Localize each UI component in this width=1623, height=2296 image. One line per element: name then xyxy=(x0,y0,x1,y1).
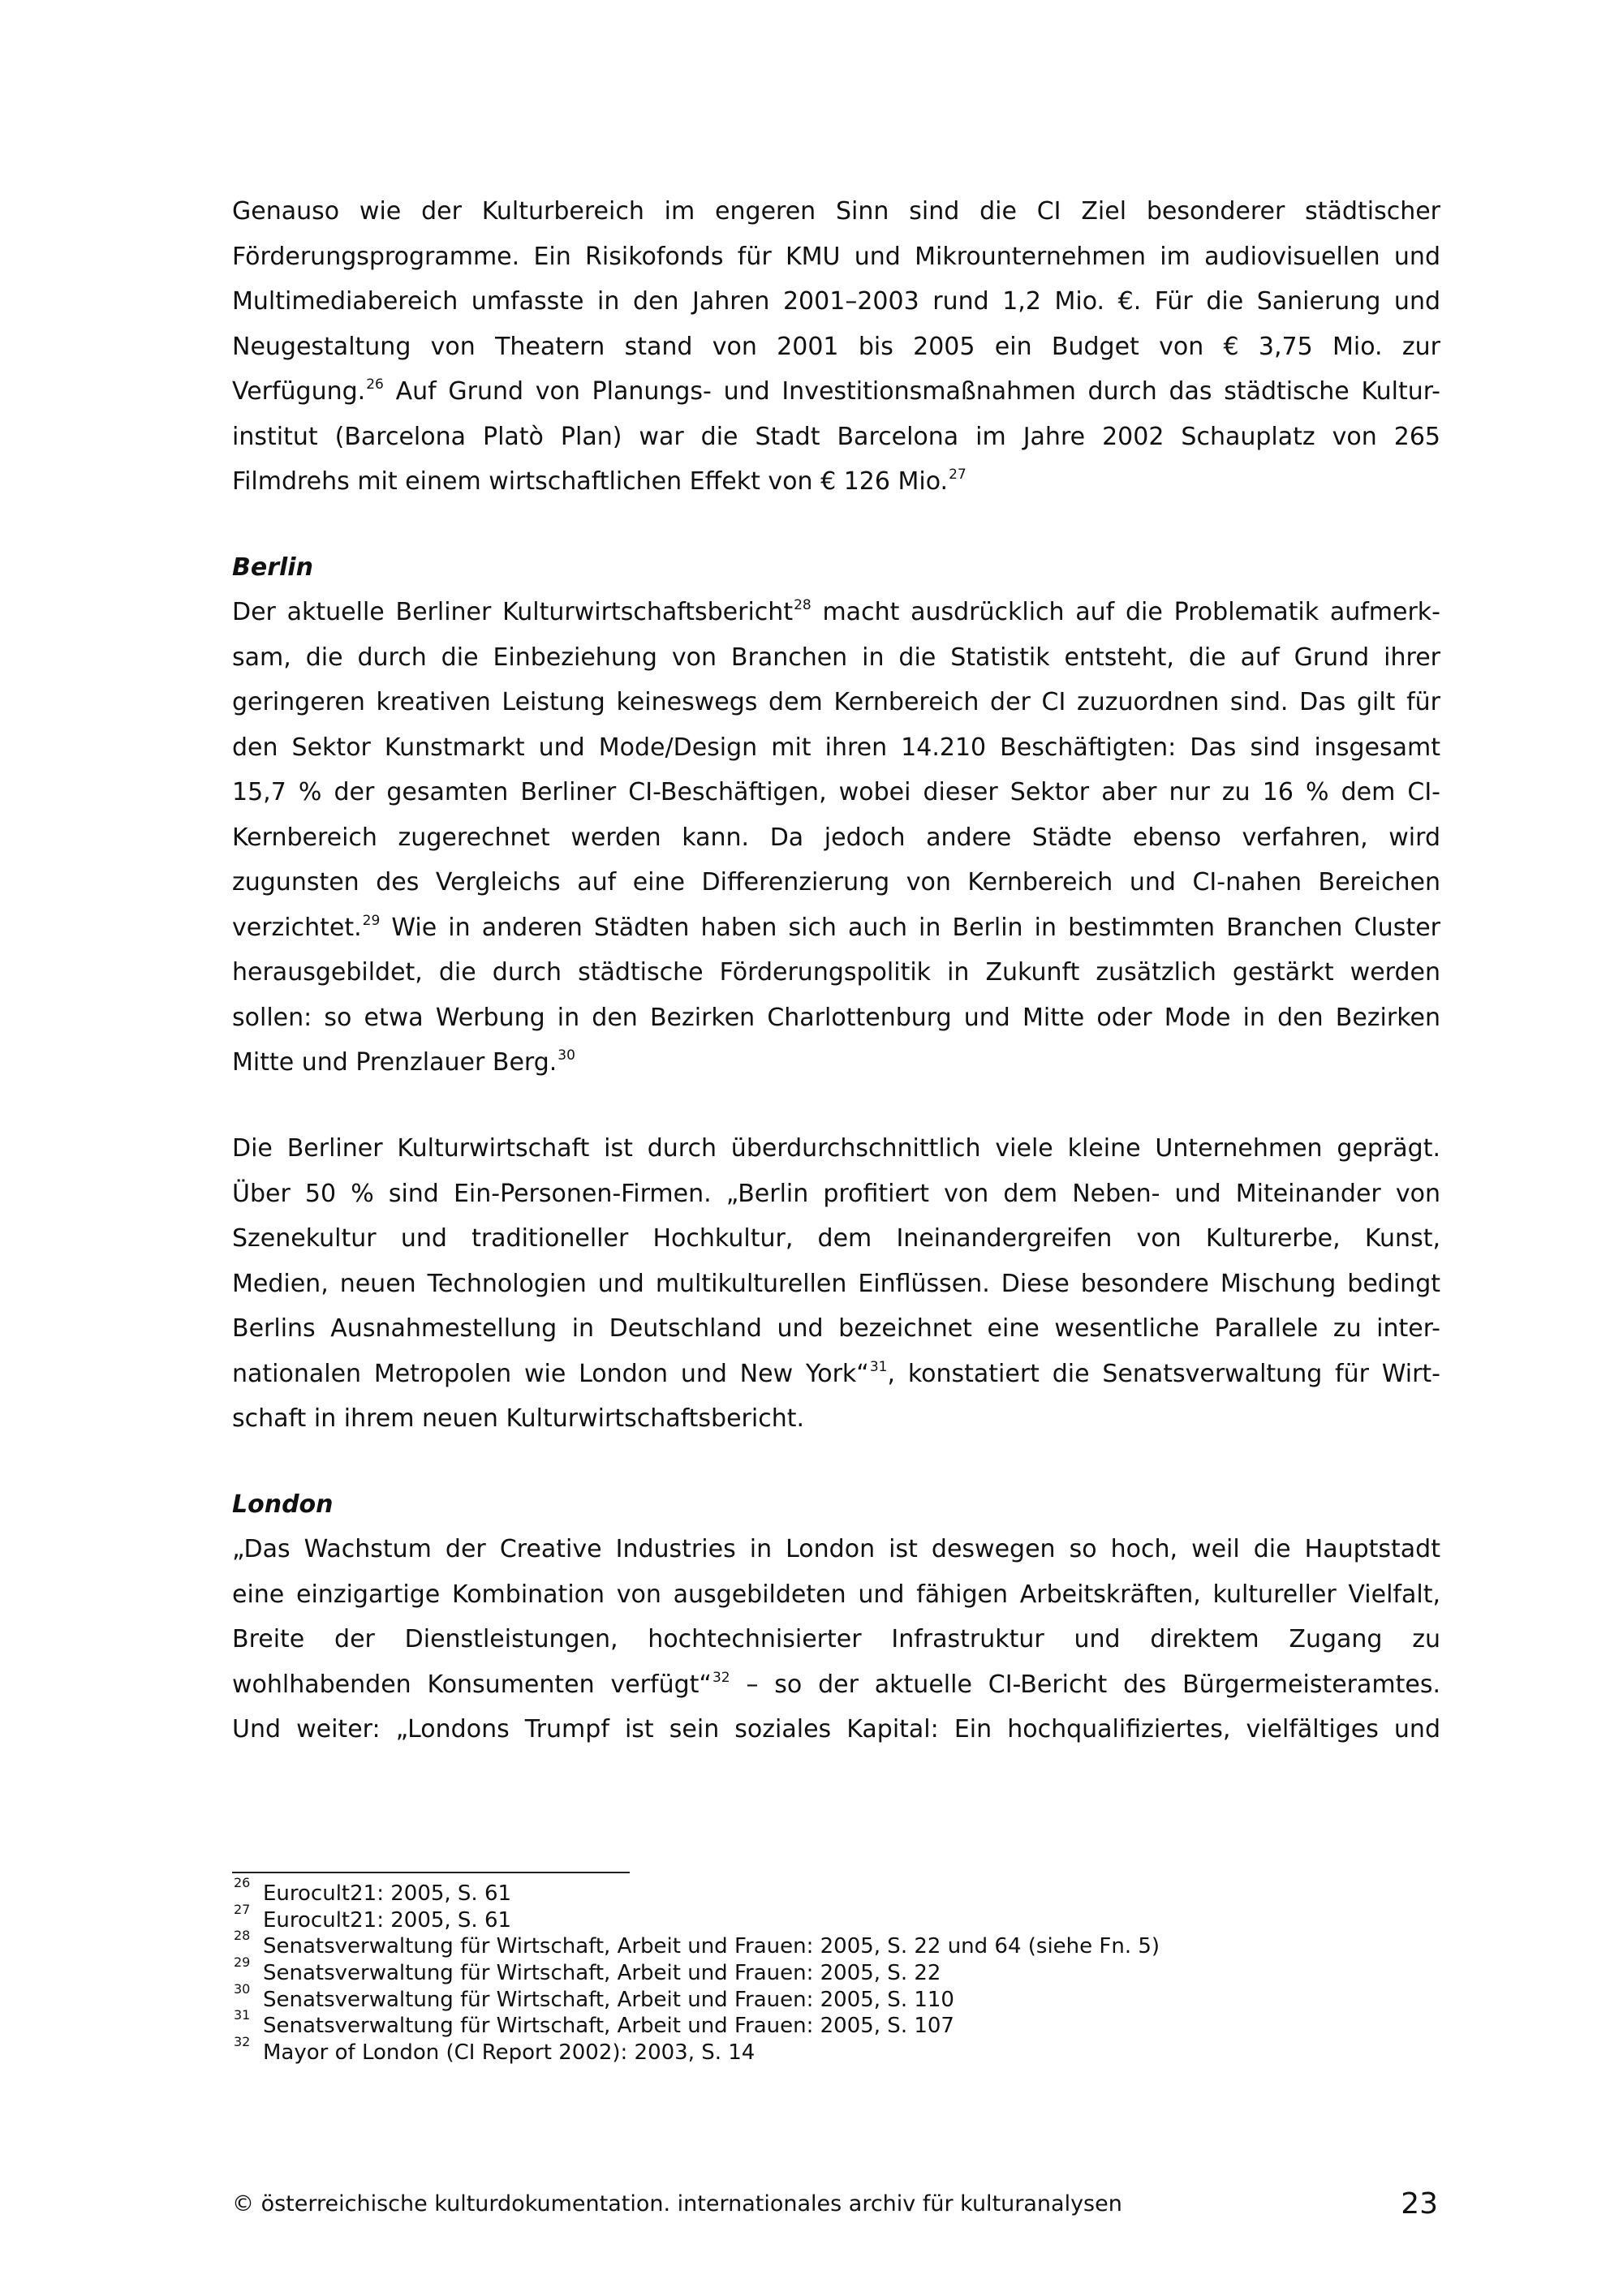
footnote-number: 26 xyxy=(234,1875,251,1890)
footnote-text: Senatsverwaltung für Wirtschaft, Arbeit und Frauen: 2005, S. 110 xyxy=(263,1987,954,2012)
text-line: Multimediabereich umfasste in den Jahren 2001–2003 rund 1,2 Mio. €. Für die Sanierung und xyxy=(232,287,1440,316)
text-line: Förderungsprogramme. Ein Risikofonds für KMU und Mikrounternehmen im audiovisuellen und xyxy=(232,242,1440,271)
paragraph-london xyxy=(232,1527,1440,1752)
footnote-text: Eurocult21: 2005, S. 61 xyxy=(263,1907,512,1933)
footnote-number: 31 xyxy=(234,2007,251,2023)
text-line: wohlhabenden Konsumenten verfügt“$^{32}$ – so der aktuelle CI-Bericht des Bürgermeisteramtes. xyxy=(232,1669,1441,1699)
footnote-text: Senatsverwaltung für Wirtschaft, Arbeit und Frauen: 2005, S. 22 xyxy=(263,1961,941,1986)
footnote-item xyxy=(232,1901,1440,1934)
footnote-item xyxy=(232,1928,1440,1960)
footnote-number: 30 xyxy=(234,1980,251,1997)
text-line: Breite der Dienstleistungen, hochtechnisierter Infrastruktur und direktem Zugang zu xyxy=(232,1625,1440,1653)
footnote-separator xyxy=(232,1872,630,1873)
footnote-text: Mayor of London (CI Report 2002): 2003, S. 14 xyxy=(263,2040,756,2066)
text-line: Verfügung.$^{26}$ Auf Grund von Planungs- und Investitionsmaßnahmen durch das städtische Kultur- xyxy=(232,376,1440,406)
text-line: Neugestaltung von Theatern stand von 2001 bis 2005 ein Budget von € 3,75 Mio. zur xyxy=(232,332,1440,361)
text-line: den Sektor Kunstmarkt und Mode/Design mit ihren 14.210 Beschäftigten: Das sind insgesamt xyxy=(232,733,1440,762)
text-line: Medien, neuen Technologien und multikulturellen Einflüssen. Diese besondere Mischung bedingt xyxy=(232,1269,1440,1298)
footnote-text: Senatsverwaltung für Wirtschaft, Arbeit und Frauen: 2005, S. 107 xyxy=(263,2014,954,2039)
text-line: nationalen Metropolen wie London und New York“$^{31}$, konstatiert die Senatsverwaltung für Wirt- xyxy=(232,1358,1440,1388)
text-line: geringeren kreativen Leistung keineswegs dem Kernbereich der CI zuzuordnen sind. Das gilt für xyxy=(232,688,1440,716)
text-line: sollen: so etwa Werbung in den Bezirken Charlottenburg und Mitte oder Mode in den Bezirken xyxy=(232,1003,1440,1032)
footnote-number: 32 xyxy=(234,2034,251,2050)
text-line: „Das Wachstum der Creative Industries in London ist deswegen so hoch, weil die Hauptstadt xyxy=(232,1535,1440,1563)
footnote-item xyxy=(232,2034,1440,2066)
footnote-number: 27 xyxy=(234,1901,251,1917)
footnote-text: Senatsverwaltung für Wirtschaft, Arbeit und Frauen: 2005, S. 22 und 64 (siehe Fn. 5) xyxy=(263,1934,1160,1959)
text-line: zugunsten des Vergleichs auf eine Differenzierung von Kernbereich und CI-nahen Bereichen xyxy=(232,868,1440,896)
footnote-item xyxy=(232,1875,1440,1907)
text-line: Die Berliner Kulturwirtschaft ist durch überdurchschnittlich viele kleine Unternehmen geprägt. xyxy=(232,1134,1440,1163)
footnotes xyxy=(232,1875,1440,2066)
text-line: 15,7 % der gesamten Berliner CI-Beschäftigen, wobei dieser Sektor aber nur zu 16 % dem CI- xyxy=(232,778,1440,806)
page-number: 23 xyxy=(1401,2187,1438,2221)
section-heading-london: London xyxy=(232,1490,334,1519)
text-line: Szenekultur und traditioneller Hochkultur, dem Ineinandergreifen von Kulturerbe, Kunst, xyxy=(232,1224,1440,1253)
footer-copyright: © österreichische kulturdokumentation. internationales archiv für kulturanalysen xyxy=(232,2191,1122,2216)
paragraph-berlin-economy xyxy=(232,1126,1440,1442)
paragraph-berlin xyxy=(232,590,1440,1086)
footnote-text: Eurocult21: 2005, S. 61 xyxy=(263,1881,512,1906)
footnote-ref-26[interactable]: 26 xyxy=(366,376,384,393)
footnote-item xyxy=(232,1980,1440,2014)
text-line: eine einzigartige Kombination von ausgebildeten und fähigen Arbeitskräften, kultureller Vielfalt, xyxy=(232,1580,1440,1609)
footnote-ref-28[interactable]: 28 xyxy=(794,597,812,613)
text-line: Mitte und Prenzlauer Berg.$^{30}$ xyxy=(232,1047,575,1077)
footnote-number: 28 xyxy=(234,1928,251,1944)
text-line: schaft in ihrem neuen Kulturwirtschaftsbericht. xyxy=(232,1404,804,1433)
footnote-ref-29[interactable]: 29 xyxy=(362,912,381,929)
footnote-number: 29 xyxy=(234,1954,251,1971)
footnote-item xyxy=(232,2007,1440,2040)
footnote-item xyxy=(232,1954,1440,1987)
text-line: Filmdrehs mit einem wirtschaftlichen Effekt von € 126 Mio.$^{27}$ xyxy=(232,467,966,496)
text-line: herausgebildet, die durch städtische Förderungspolitik in Zukunft zusätzlich gestärkt werden xyxy=(232,958,1440,987)
text-line: institut (Barcelona Platò Plan) war die Stadt Barcelona im Jahre 2002 Schauplatz von 265 xyxy=(232,422,1440,451)
footnote-ref-31[interactable]: 31 xyxy=(869,1358,888,1375)
paragraph-barcelona-funding xyxy=(232,189,1440,505)
text-line: sam, die durch die Einbeziehung von Branchen in die Statistik entsteht, die auf Grund ihrer xyxy=(232,643,1440,672)
text-line: Über 50 % sind Ein-Personen-Firmen. „Berlin profitiert von dem Neben- und Miteinander von xyxy=(232,1179,1440,1208)
text-line: verzichtet.$^{29}$ Wie in anderen Städten haben sich auch in Berlin in bestimmten Branchen Cluster xyxy=(232,912,1440,942)
text-line: Kernbereich zugerechnet werden kann. Da jedoch andere Städte ebenso verfahren, wird xyxy=(232,823,1440,852)
text-line: Und weiter: „Londons Trumpf ist sein soziales Kapital: Ein hochqualifiziertes, vielfältiges und xyxy=(232,1715,1440,1743)
text-line: Der aktuelle Berliner Kulturwirtschaftsbericht$^{28}$ macht ausdrücklich auf die Problematik aufmerk- xyxy=(232,597,1440,626)
text-line: Genauso wie der Kulturbereich im engeren Sinn sind die CI Ziel besonderer städtischer xyxy=(232,197,1440,226)
text-line: Berlins Ausnahmestellung in Deutschland und bezeichnet eine wesentliche Parallele zu inter- xyxy=(232,1314,1440,1343)
footnote-ref-27[interactable]: 27 xyxy=(949,467,966,483)
footnote-ref-30[interactable]: 30 xyxy=(558,1047,575,1064)
section-heading-berlin: Berlin xyxy=(232,553,313,582)
footnote-ref-32[interactable]: 32 xyxy=(712,1669,730,1686)
